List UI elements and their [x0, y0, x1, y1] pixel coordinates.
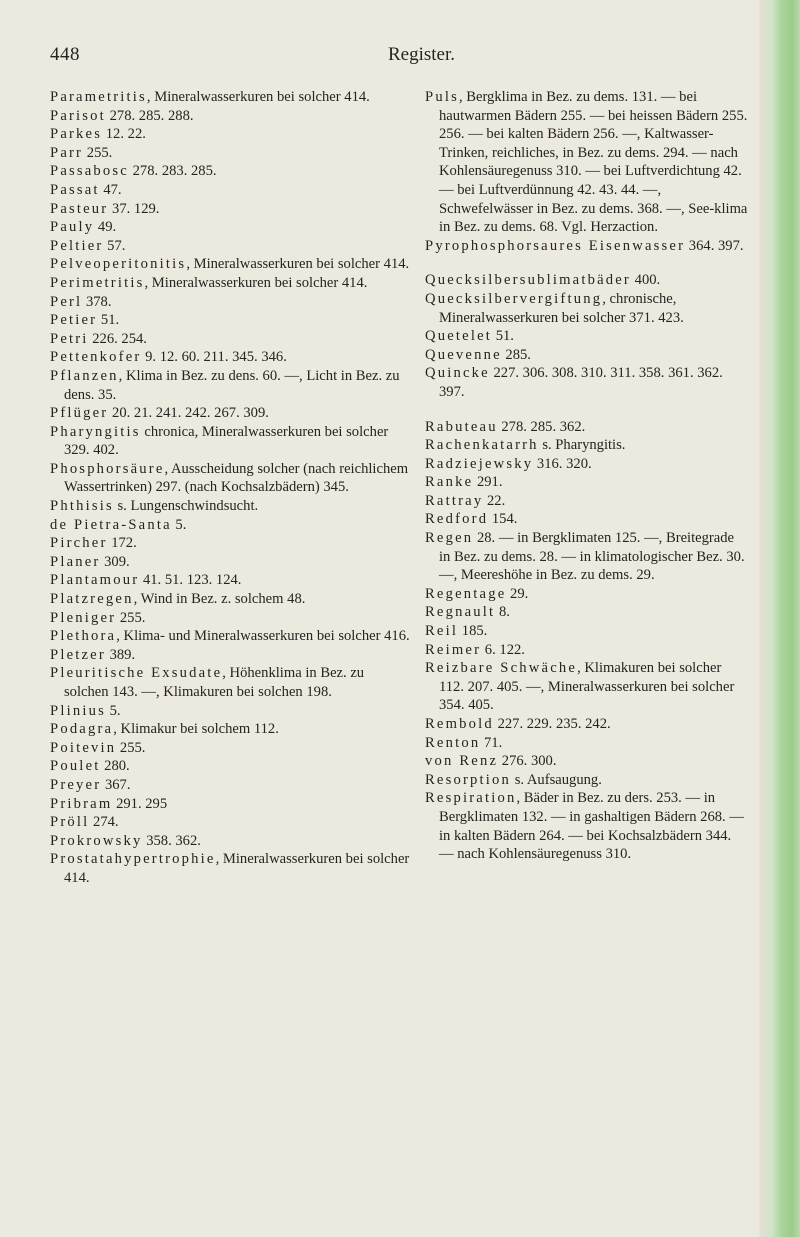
index-entry-text: , chronische, Mineralwasserkuren bei solcher 371. 423.	[439, 290, 684, 326]
index-entry-text: s. Aufsaugung.	[511, 771, 602, 788]
index-entry-head: Parisot	[50, 107, 106, 124]
index-entry-head: Podagra	[50, 721, 114, 738]
index-entry-text: 51.	[492, 328, 514, 345]
index-entry-head: Pflüger	[50, 405, 109, 422]
index-entry-head: Prostatahypertrophie	[50, 851, 216, 868]
index-entry-head: von Renz	[425, 753, 499, 770]
index-entry-text: , Bäder in Bez. zu ders. 253. — in Bergklimaten 132. — in gashaltigen Bädern 268. — in kalten Bädern 264. — bei Kochsalzbädern 344. — nach Kohlensäuregenuss 310.	[439, 790, 744, 863]
index-entry-text: 285.	[501, 346, 531, 363]
index-entry-head: Plantamour	[50, 572, 140, 589]
index-entry-head: Peltier	[50, 237, 104, 254]
index-entry-text: 20. 21. 241. 242. 267. 309.	[108, 405, 269, 422]
index-entry-head: Radziejewsky	[425, 455, 534, 472]
index-entry	[425, 622, 749, 641]
index-entry-head: Passabosc	[50, 163, 129, 180]
index-entry-text: 389.	[105, 646, 136, 663]
index-entry	[425, 715, 749, 734]
index-entry-head: Respiration	[425, 790, 517, 807]
index-entry	[425, 271, 749, 290]
index-entry-text: 28. — in Bergklimaten 125. —, Breitegrade in Bez. zu dems. 28. — in klimatologischer Bez. 30. —, Meereshöhe in Bez. zu dems. 29.	[439, 530, 745, 584]
index-entry-head: Ranke	[425, 474, 474, 491]
index-entry	[50, 627, 410, 646]
page-header	[0, 44, 762, 74]
index-entry	[50, 534, 410, 553]
index-entry-text: 358. 362.	[142, 832, 201, 849]
index-entry	[50, 795, 410, 814]
index-entry-head: Reizbare Schwäche	[425, 660, 578, 677]
index-entry-text: , Klimakur bei solchem 112.	[113, 721, 279, 738]
index-entry	[50, 460, 410, 497]
index-entry-text: chronica, Mineralwasserkuren bei solcher 329. 402.	[64, 423, 389, 459]
index-entry-head: Pleuritische Exsudate	[50, 665, 223, 682]
index-entry-head: Pharyngitis	[50, 423, 141, 440]
index-entry	[50, 274, 410, 293]
index-entry	[50, 162, 410, 181]
index-entry-text: 5.	[171, 516, 187, 533]
index-entry-text: 227. 306. 308. 310. 311. 358. 361. 362. 397.	[439, 365, 723, 400]
index-entry	[50, 255, 410, 274]
index-entry	[50, 776, 410, 795]
index-entry-text: 227. 229. 235. 242.	[493, 716, 611, 732]
index-entry-text: 6. 122.	[481, 641, 525, 658]
index-entry	[50, 125, 410, 144]
index-entry-head: Perl	[50, 293, 83, 310]
index-entry-text: 37. 129.	[108, 200, 160, 217]
index-entry-text: 309.	[100, 553, 130, 570]
index-entry	[425, 88, 749, 237]
index-entry	[425, 641, 749, 660]
index-entry	[425, 237, 749, 256]
index-entry-head: de Pietra-Santa	[50, 516, 172, 533]
index-entry-text: , Klima- und Mineralwasserkuren bei solcher 416.	[116, 628, 410, 645]
index-entry	[50, 813, 410, 832]
index-entry	[425, 436, 749, 455]
running-title: Register.	[388, 44, 456, 65]
index-entry	[50, 348, 410, 367]
index-entry-head: Rattray	[425, 492, 484, 509]
index-entry-text: , Mineralwasserkuren bei solcher 414.	[144, 274, 368, 291]
index-entry-head: Renton	[425, 734, 481, 751]
index-entry	[425, 364, 749, 401]
index-entry	[50, 404, 410, 423]
index-entry-text: 29.	[506, 585, 529, 602]
index-entry	[50, 739, 410, 758]
index-entry-head: Phosphorsäure	[50, 460, 165, 477]
index-entry	[425, 752, 749, 771]
index-entry-text: 291. 295	[112, 795, 168, 812]
index-entry	[50, 553, 410, 572]
index-entry	[50, 571, 410, 590]
index-entry-head: Redford	[425, 511, 489, 528]
index-entry-head: Platzregen	[50, 591, 134, 608]
index-entry-text: 367.	[101, 776, 131, 793]
index-entry-text: , Mineralwasserkuren bei solcher 414.	[186, 256, 410, 273]
index-entry-text: 12. 22.	[102, 126, 146, 143]
index-entry-head: Reil	[425, 623, 459, 640]
index-entry	[425, 492, 749, 511]
index-entry-head: Quevenne	[425, 346, 502, 363]
index-entry	[50, 646, 410, 665]
index-entry-head: Regentage	[425, 585, 507, 602]
index-entry	[425, 789, 749, 863]
index-entry-head: Reimer	[425, 641, 482, 658]
index-entry-head: Pribram	[50, 795, 113, 812]
index-entry-text: , Höhenklima in Bez. zu solchen 143. —, Klimakuren bei solchen 198.	[64, 665, 365, 700]
index-entry-text: 57.	[103, 237, 126, 254]
index-entry-text: 47.	[99, 181, 122, 198]
index-entry-head: Poulet	[50, 758, 101, 775]
index-entry	[425, 529, 749, 585]
index-entry-text: , Klima in Bez. zu dens. 60. —, Licht in Bez. zu dens. 35.	[64, 367, 400, 403]
index-entry-text: 316. 320.	[533, 455, 592, 472]
index-entry-head: Quecksilbersublimatbäder	[425, 272, 631, 289]
index-entry	[425, 346, 749, 365]
index-entry-head: Pelveoperitonitis	[50, 256, 187, 273]
index-entry	[50, 88, 410, 107]
index-entry-text: 49.	[94, 219, 117, 236]
index-entry	[425, 327, 749, 346]
index-entry	[425, 290, 749, 327]
index-entry	[50, 757, 410, 776]
index-entry-text: , Ausscheidung solcher (nach reichlichem Wassertrinken) 297. (nach Kochsalzbädern) 345.	[64, 460, 409, 496]
index-entry-text: , Klimakuren bei solcher 112. 207. 405. —, Mineralwasserkuren bei solcher 354. 405.	[439, 660, 735, 714]
index-entry-head: Perimetritis	[50, 274, 145, 291]
index-entry-text: , Wind in Bez. z. solchem 48.	[133, 591, 306, 608]
index-entry-text: 154.	[488, 511, 518, 528]
index-entry-text: 378.	[82, 293, 112, 310]
index-entry	[425, 771, 749, 790]
index-entry	[50, 850, 410, 887]
index-entry-head: Passat	[50, 181, 100, 198]
index-entry-text: 364. 397.	[685, 237, 744, 254]
index-entry	[50, 702, 410, 721]
index-entry	[50, 311, 410, 330]
index-entry-text: 255.	[116, 739, 146, 756]
index-entry-text: s. Pharyngitis.	[538, 437, 626, 454]
index-entry-text: 172.	[107, 535, 137, 552]
index-entry-text: 276. 300.	[498, 753, 557, 770]
index-entry	[50, 664, 410, 701]
index-entry-text: 278. 285. 362.	[497, 418, 586, 435]
index-column-right	[425, 88, 749, 864]
index-entry-head: Planer	[50, 553, 101, 570]
index-entry	[425, 455, 749, 474]
index-entry-head: Pettenkofer	[50, 349, 142, 366]
index-entry-text: 71.	[480, 734, 503, 751]
index-entry-head: Pflanzen	[50, 367, 119, 384]
index-entry-head: Regnault	[425, 604, 496, 621]
index-entry-head: Puls	[425, 89, 459, 105]
index-entry	[50, 720, 410, 739]
index-entry-text: 185.	[458, 623, 488, 640]
index-entry-head: Pleniger	[50, 609, 117, 626]
index-entry	[50, 367, 410, 404]
index-entry	[50, 181, 410, 200]
index-entry-head: Quetelet	[425, 328, 493, 345]
index-entry	[425, 603, 749, 622]
index-entry-head: Pauly	[50, 219, 95, 236]
index-entry-text: 51.	[97, 312, 120, 329]
index-entry-text: s. Lungenschwindsucht.	[113, 498, 259, 515]
index-entry-text: 291.	[473, 474, 503, 491]
index-entry	[50, 423, 410, 460]
index-entry-head: Pyrophosphorsaures Eisenwasser	[425, 237, 686, 254]
index-entry-text: , Mineralwasserkuren bei solcher 414.	[64, 851, 410, 886]
index-entry-head: Pasteur	[50, 200, 109, 217]
index-entry-text: , Mineralwasserkuren bei solcher 414.	[146, 89, 370, 105]
index-entry	[50, 497, 410, 516]
index-entry	[50, 218, 410, 237]
index-entry-text: 255.	[83, 144, 113, 161]
index-entry-head: Petri	[50, 330, 89, 347]
index-entry-text: 8.	[495, 604, 510, 621]
index-entry-text: , Bergklima in Bez. zu dems. 131. — bei hautwarmen Bädern 255. — bei heissen Bädern 255. 256. — bei kalten Bädern 256. —, Kaltwasser-Trinken, reichliches, in Bez. zu dems. 294. — nach Kohlensäuregenuss 310. — bei Luftverdichtung 42. — bei Luftverdünnung 42. 43. 44. —, Schwefelwässer in Bez. zu dems. 368. —, See-klima in Bez. zu dems. 68. Vgl. Herzaction.	[439, 89, 748, 236]
index-entry-head: Poitevin	[50, 739, 117, 756]
index-entry-text: 280.	[100, 758, 130, 775]
index-entry-text: 226. 254.	[88, 330, 147, 347]
index-entry	[425, 585, 749, 604]
index-entry-head: Parkes	[50, 126, 103, 143]
index-entry	[50, 832, 410, 851]
index-entry-head: Prokrowsky	[50, 832, 143, 849]
index-entry-head: Pletzer	[50, 646, 106, 663]
index-entry-head: Rabuteau	[425, 418, 498, 435]
index-entry	[425, 473, 749, 492]
index-entry-head: Regen	[425, 530, 474, 547]
index-entry-head: Plinius	[50, 702, 106, 719]
page-number: 448	[50, 44, 80, 65]
index-entry-head: Rembold	[425, 716, 494, 732]
index-entry-head: Rachenkatarrh	[425, 437, 539, 454]
index-entry	[425, 659, 749, 715]
index-entry-head: Plethora	[50, 628, 117, 645]
index-entry	[50, 293, 410, 312]
index-entry-text: 41. 51. 123. 124.	[139, 572, 242, 589]
index-entry	[50, 237, 410, 256]
index-entry	[425, 734, 749, 753]
index-entry-text: 255.	[116, 609, 146, 626]
index-entry	[425, 418, 749, 437]
index-entry-text: 9. 12. 60. 211. 345. 346.	[141, 349, 287, 366]
index-entry-head: Quecksilbervergiftung	[425, 290, 603, 307]
index-entry-head: Quincke	[425, 365, 490, 382]
index-entry-head: Resorption	[425, 771, 512, 788]
book-edge	[760, 0, 800, 1237]
index-entry-head: Parametritis	[50, 89, 147, 105]
index-entry-text: 400.	[631, 272, 661, 289]
index-entry-text: 278. 285. 288.	[105, 107, 194, 124]
index-entry-head: Preyer	[50, 776, 102, 793]
index-entry-text: 22.	[483, 492, 506, 509]
index-entry-head: Pircher	[50, 535, 108, 552]
index-entry	[50, 590, 410, 609]
index-entry	[50, 330, 410, 349]
index-entry	[425, 510, 749, 529]
index-entry	[50, 609, 410, 628]
index-entry-head: Pröll	[50, 814, 90, 831]
index-entry	[50, 200, 410, 219]
index-entry	[50, 516, 410, 535]
index-entry	[50, 107, 410, 126]
index-entry-head: Parr	[50, 144, 84, 161]
index-entry-text: 278. 283. 285.	[128, 163, 217, 180]
index-entry-head: Phthisis	[50, 498, 114, 515]
index-entry	[50, 144, 410, 163]
index-entry-text: 274.	[89, 814, 119, 831]
index-column-left	[50, 88, 410, 888]
index-entry-text: 5.	[105, 702, 121, 719]
index-entry-head: Petier	[50, 312, 98, 329]
